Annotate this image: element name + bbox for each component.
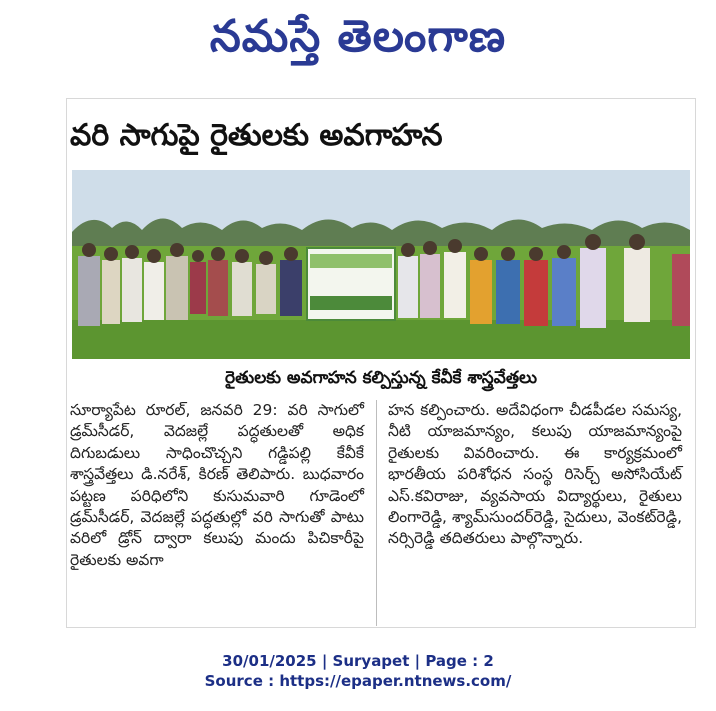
newspaper-masthead: నమస్తే తెలంగాణ: [209, 11, 507, 62]
article-clipping: [66, 98, 696, 646]
article-photo: [72, 170, 690, 359]
farmers-field-photo: [72, 170, 690, 359]
article-column-left: సూర్యాపేట రూరల్, జనవరి 29: వరి సాగులో డ్రమ్‌సీడర్, వెదజల్లే పద్ధతులతో అధిక దిగుబడులు సాధించొచ్చని గడ్డిపల్లి కేవీకే శాస్త్రవేత్తలు డి.నరేశ్, కిరణ్ తెలిపారు. బుధవారం పట్టణ పరిధిలోని కుసుమవారి గూడెంలో డ్రమ్‌సీడర్, వెదజల్లే పద్ధతుల్లో వరి సాగుతో పాటు వరిలో డ్రోన్ ద్వారా కలుపు మందు పిచికారీపై రైతులకు అవగా: [70, 401, 364, 569]
article-body: [70, 400, 692, 632]
column-divider: [376, 400, 377, 626]
article-headline: వరి సాగుపై రైతులకు అవగాహన: [70, 118, 443, 153]
article-column-right: హన కల్పించారు. అదేవిధంగా చీడపీడల సమస్య, నీటి యాజమాన్యం, కలుపు యాజమాన్యంపై రైతులకు వివరించారు. ఈ కార్యక్రమంలో భారతీయ పరిశోధన సంస్థ రిసెర్చ్ అసోసియేట్ ఎస్.కవిరాజు, వ్యవసాయ విద్యార్థులు, రైతులు లింగారెడ్డి, శ్యామ్‌సుందర్‌రెడ్డి, సైదులు, వెంకట్‌రెడ్డి, నర్సిరెడ్డి తదితరులు పాల్గొన్నారు.: [388, 401, 682, 548]
photo-caption: రైతులకు అవగాహన కల్పిస్తున్న కేవీకే శాస్త్రవేత్తలు: [225, 368, 537, 388]
footer-source: Source : https://epaper.ntnews.com/: [204, 672, 512, 690]
footer-date-edition: 30/01/2025 | Suryapet | Page : 2: [222, 652, 494, 670]
